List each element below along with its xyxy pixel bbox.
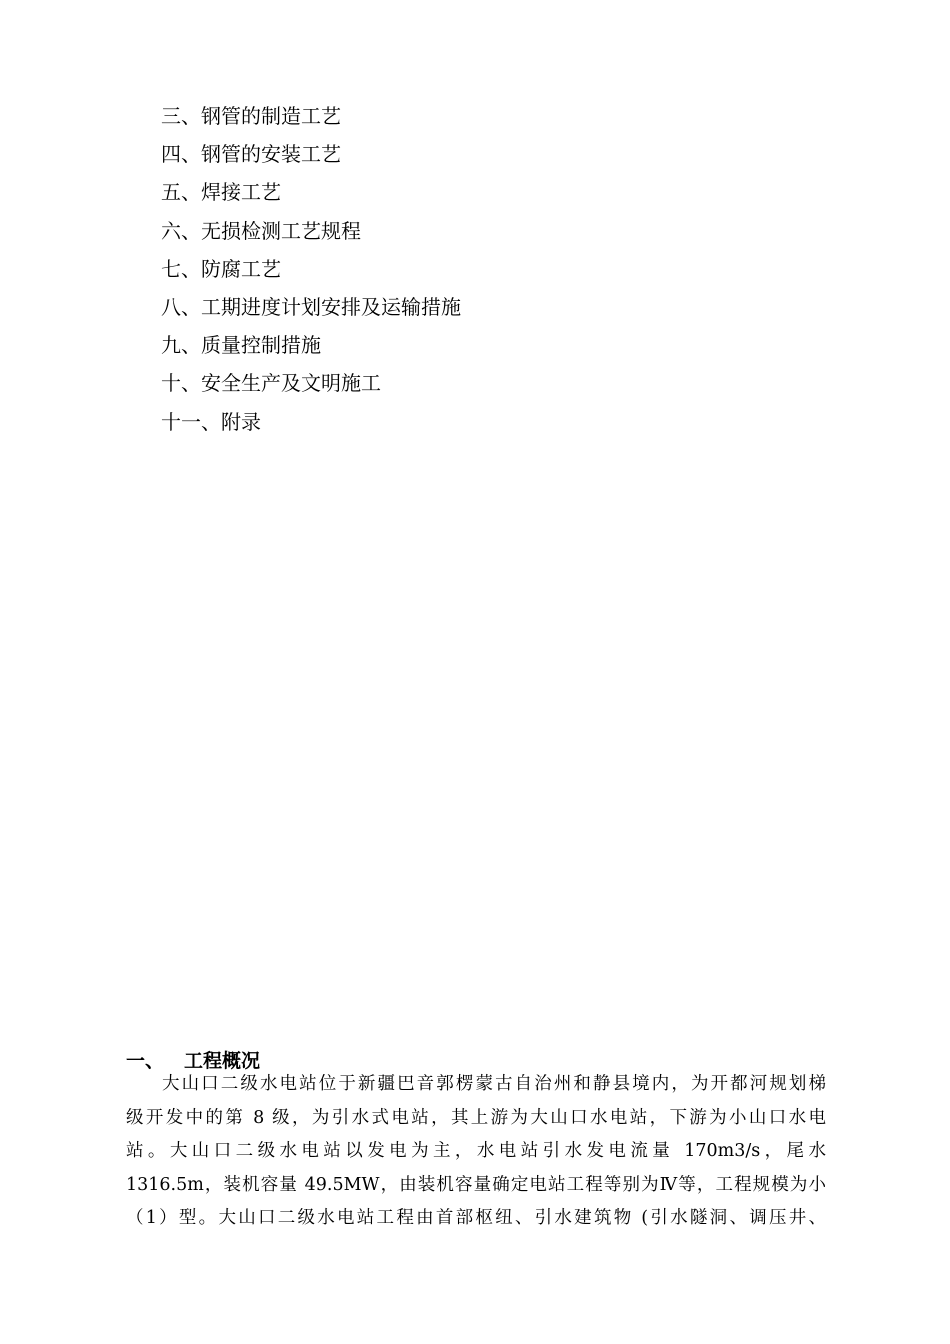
- toc-item: 十、安全生产及文明施工: [161, 371, 381, 396]
- table-of-contents: [161, 97, 461, 441]
- paragraph-line: 站。大山口二级水电站以发电为主，水电站引水发电流量 170m3/s，尾水: [126, 1141, 826, 1161]
- toc-item: 九、质量控制措施: [161, 333, 321, 358]
- toc-item: 七、防腐工艺: [161, 256, 281, 281]
- toc-item: 八、工期进度计划安排及运输措施: [161, 295, 461, 320]
- toc-item: 十一、附录: [161, 409, 261, 434]
- body-paragraph: [126, 1068, 826, 1236]
- paragraph-line: 级开发中的第 8 级，为引水式电站，其上游为大山口水电站，下游为小山口水电: [126, 1107, 826, 1128]
- paragraph-line: 1316.5m，装机容量 49.5MW，由装机容量确定电站工程等别为Ⅳ等，工程规模为小: [126, 1174, 826, 1195]
- toc-item: 四、钢管的安装工艺: [161, 142, 341, 167]
- toc-item: 五、焊接工艺: [161, 180, 281, 205]
- paragraph-line: （1）型。大山口二级水电站工程由首部枢纽、引水建筑物 (引水隧洞、调压井、: [126, 1208, 826, 1228]
- paragraph-line: 大山口二级水电站位于新疆巴音郭楞蒙古自治州和静县境内，为开都河规划梯: [162, 1074, 826, 1094]
- toc-item: 三、钢管的制造工艺: [161, 104, 341, 128]
- section-number: 一、: [126, 1050, 165, 1072]
- section-title: 工程概况: [184, 1050, 261, 1072]
- toc-item: 六、无损检测工艺规程: [161, 218, 361, 243]
